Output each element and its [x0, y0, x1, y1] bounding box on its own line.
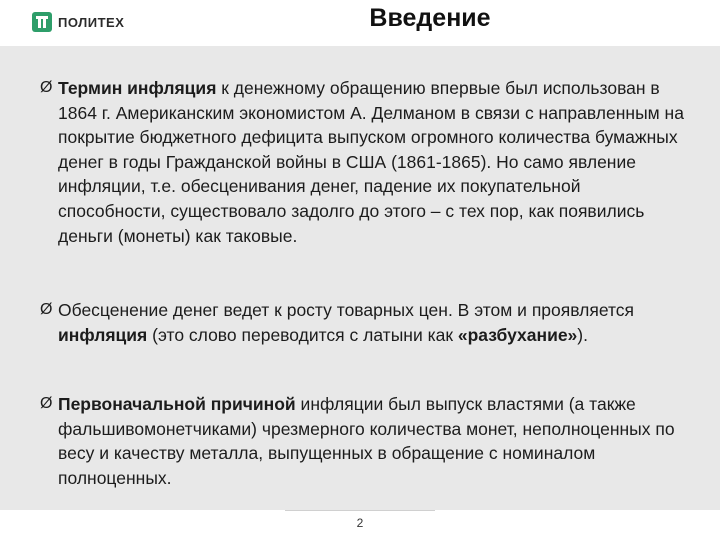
bullet-term: инфляция	[58, 324, 148, 345]
polytech-logo-icon	[32, 12, 52, 32]
bullet-1	[40, 76, 690, 248]
bullet-arrow-icon: Ø	[40, 395, 53, 412]
bullet-arrow-icon: Ø	[40, 301, 53, 318]
slide-content	[0, 46, 720, 510]
bullet-text	[40, 76, 690, 248]
bullet-2	[40, 298, 690, 347]
bullet-text	[40, 392, 690, 490]
slide-title: Введение	[369, 4, 491, 32]
bullet-term: «разбухание»	[457, 324, 578, 345]
bullet-body: к денежному обращению впервые был использован в 1864 г. Американским экономистом А. Делманом в связи с направленным на покрытие бюджетного дефицита выпуском огромного количества бумажных денег в годы Гражданской войны в США (1861-1865). Но само явление инфляции, т.е. обесценивания денег, падение их покупательной способности, существовало задолго до этого – с тех пор, как появились деньги (монеты) как таковые.	[58, 78, 684, 246]
logo-text: ПОЛИТЕХ	[58, 14, 125, 30]
bullet-body: ).	[577, 324, 588, 345]
bullet-term: Первоначальной причиной	[58, 394, 296, 414]
bullet-arrow-icon: Ø	[40, 79, 53, 96]
slide-header	[0, 0, 720, 46]
slide-footer	[0, 510, 720, 540]
bullet-text	[40, 298, 690, 347]
bullet-body: Обесценение денег ведет к росту товарных цен. В этом и проявляется	[58, 300, 635, 320]
bullet-3	[40, 392, 690, 490]
bullet-body: (это слово переводится с латыни как	[147, 324, 458, 345]
logo	[32, 11, 124, 33]
bullet-body: инфляции был выпуск властями (а также фальшивомонетчиками) чрезмерного количества монет, неполноценных по весу и качеству металла, выпущенных в обращение с номиналом полноценных.	[58, 394, 675, 488]
page-number: 2	[356, 516, 364, 530]
footer-divider	[285, 510, 435, 511]
bullet-term: Термин инфляция	[58, 78, 217, 98]
